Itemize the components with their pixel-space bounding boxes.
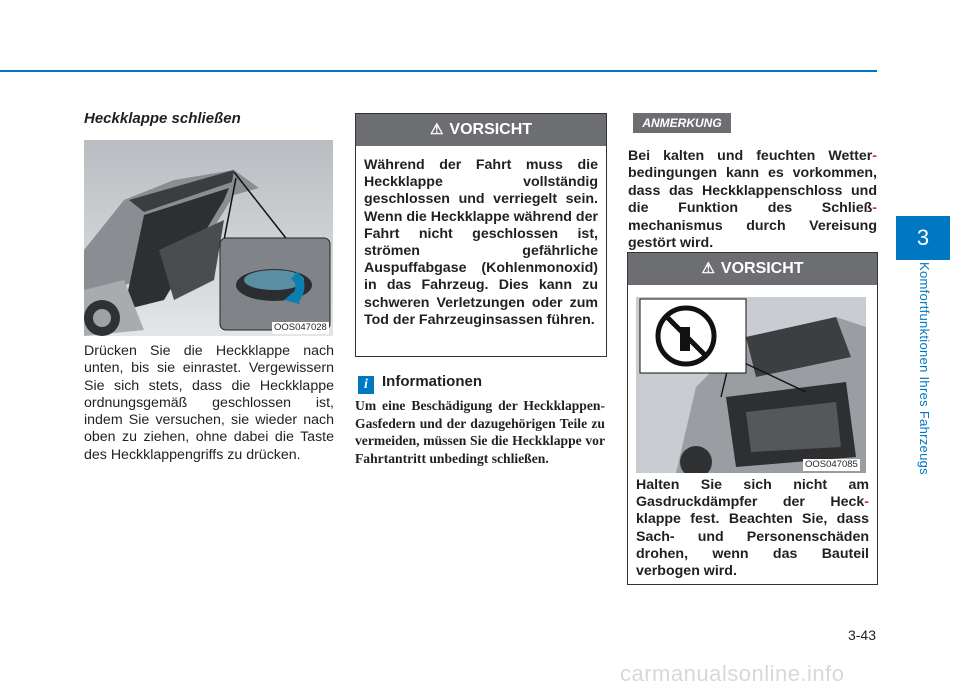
hyphen-mark: - (864, 494, 869, 511)
caution-box (355, 113, 607, 357)
top-rule (0, 70, 877, 72)
note-text-b: bedingungen kann es vorkommen, dass das Heckklappenschloss und die Funktion des Schließ (628, 165, 877, 217)
caution2-text-b: klappe fest. Beachten Sie, dass Sach- und Personenschäden drohen, wenn das Bauteil verbogen wird. (636, 511, 869, 580)
caution2-text-a: Halten Sie sich nicht am Gasdruckdämpfer der Heck (636, 477, 869, 511)
tailgate-closing-photo (84, 140, 333, 336)
info-icon: i (358, 376, 374, 394)
note-badge: ANMERKUNG (633, 113, 731, 133)
warning-icon: ⚠ (701, 260, 715, 277)
caution-text-2 (636, 477, 869, 580)
caution-label: VORSICHT (449, 121, 533, 138)
page-number: 3-43 (847, 627, 876, 643)
hyphen-mark: - (872, 200, 877, 217)
info-title-row (358, 373, 482, 394)
chapter-title: Komfortfunktionen Ihres Fahrzeugs (917, 262, 932, 475)
note-text (628, 148, 877, 252)
info-title: Informationen (382, 373, 482, 390)
caution-header-2 (628, 253, 877, 285)
gas-strut-photo (636, 297, 866, 473)
tailgate-illustration (84, 140, 333, 336)
note-text-a: Bei kalten und feuchten Wetter (628, 148, 873, 164)
caution-label-2: VORSICHT (720, 260, 804, 277)
hyphen-mark: - (872, 148, 877, 164)
info-text: Um eine Beschädigung der Heckklappen-Gasfedern und der dazugehörigen Teile zu vermeiden, müssen Sie die Heckklappe vor Fahrtantritt unbedingt schließen. (355, 398, 605, 466)
watermark-url: carmanualsonline.info (620, 661, 845, 686)
image-caption-2: OOS047085 (805, 459, 858, 470)
caution-text: Während der Fahrt muss die Heckklappe vollständig geschlossen und verriegelt sein. Wenn die Heckklappe während der Fahrt nicht geschlossen ist, strömen gefährliche Auspuffabgase (Kohlenmonoxid) in das Fahrzeug. Dies kann zu schweren Verletzungen oder zum Tod der Fahrzeuginsassen führen. (364, 157, 598, 328)
body-paragraph: Drücken Sie die Heckklappe nach unten, bis sie einrastet. Vergewissern Sie sich stets, dass die Heckklappe ordnungsgemäß geschlossen ist, indem Sie versuchen, sie wieder nach oben zu ziehen, ohne dabei die Taste des Heckklappengriffs zu drücken. (84, 343, 334, 463)
gas-strut-illustration (636, 297, 866, 473)
image-caption: OOS047028 (274, 322, 327, 333)
chapter-number: 3 (916, 225, 930, 250)
warning-icon: ⚠ (429, 121, 444, 138)
section-heading: Heckklappe schließen (84, 110, 241, 127)
note-text-c: mechanismus durch Vereisung gestört wird. (628, 217, 877, 252)
caution-header (356, 114, 606, 146)
